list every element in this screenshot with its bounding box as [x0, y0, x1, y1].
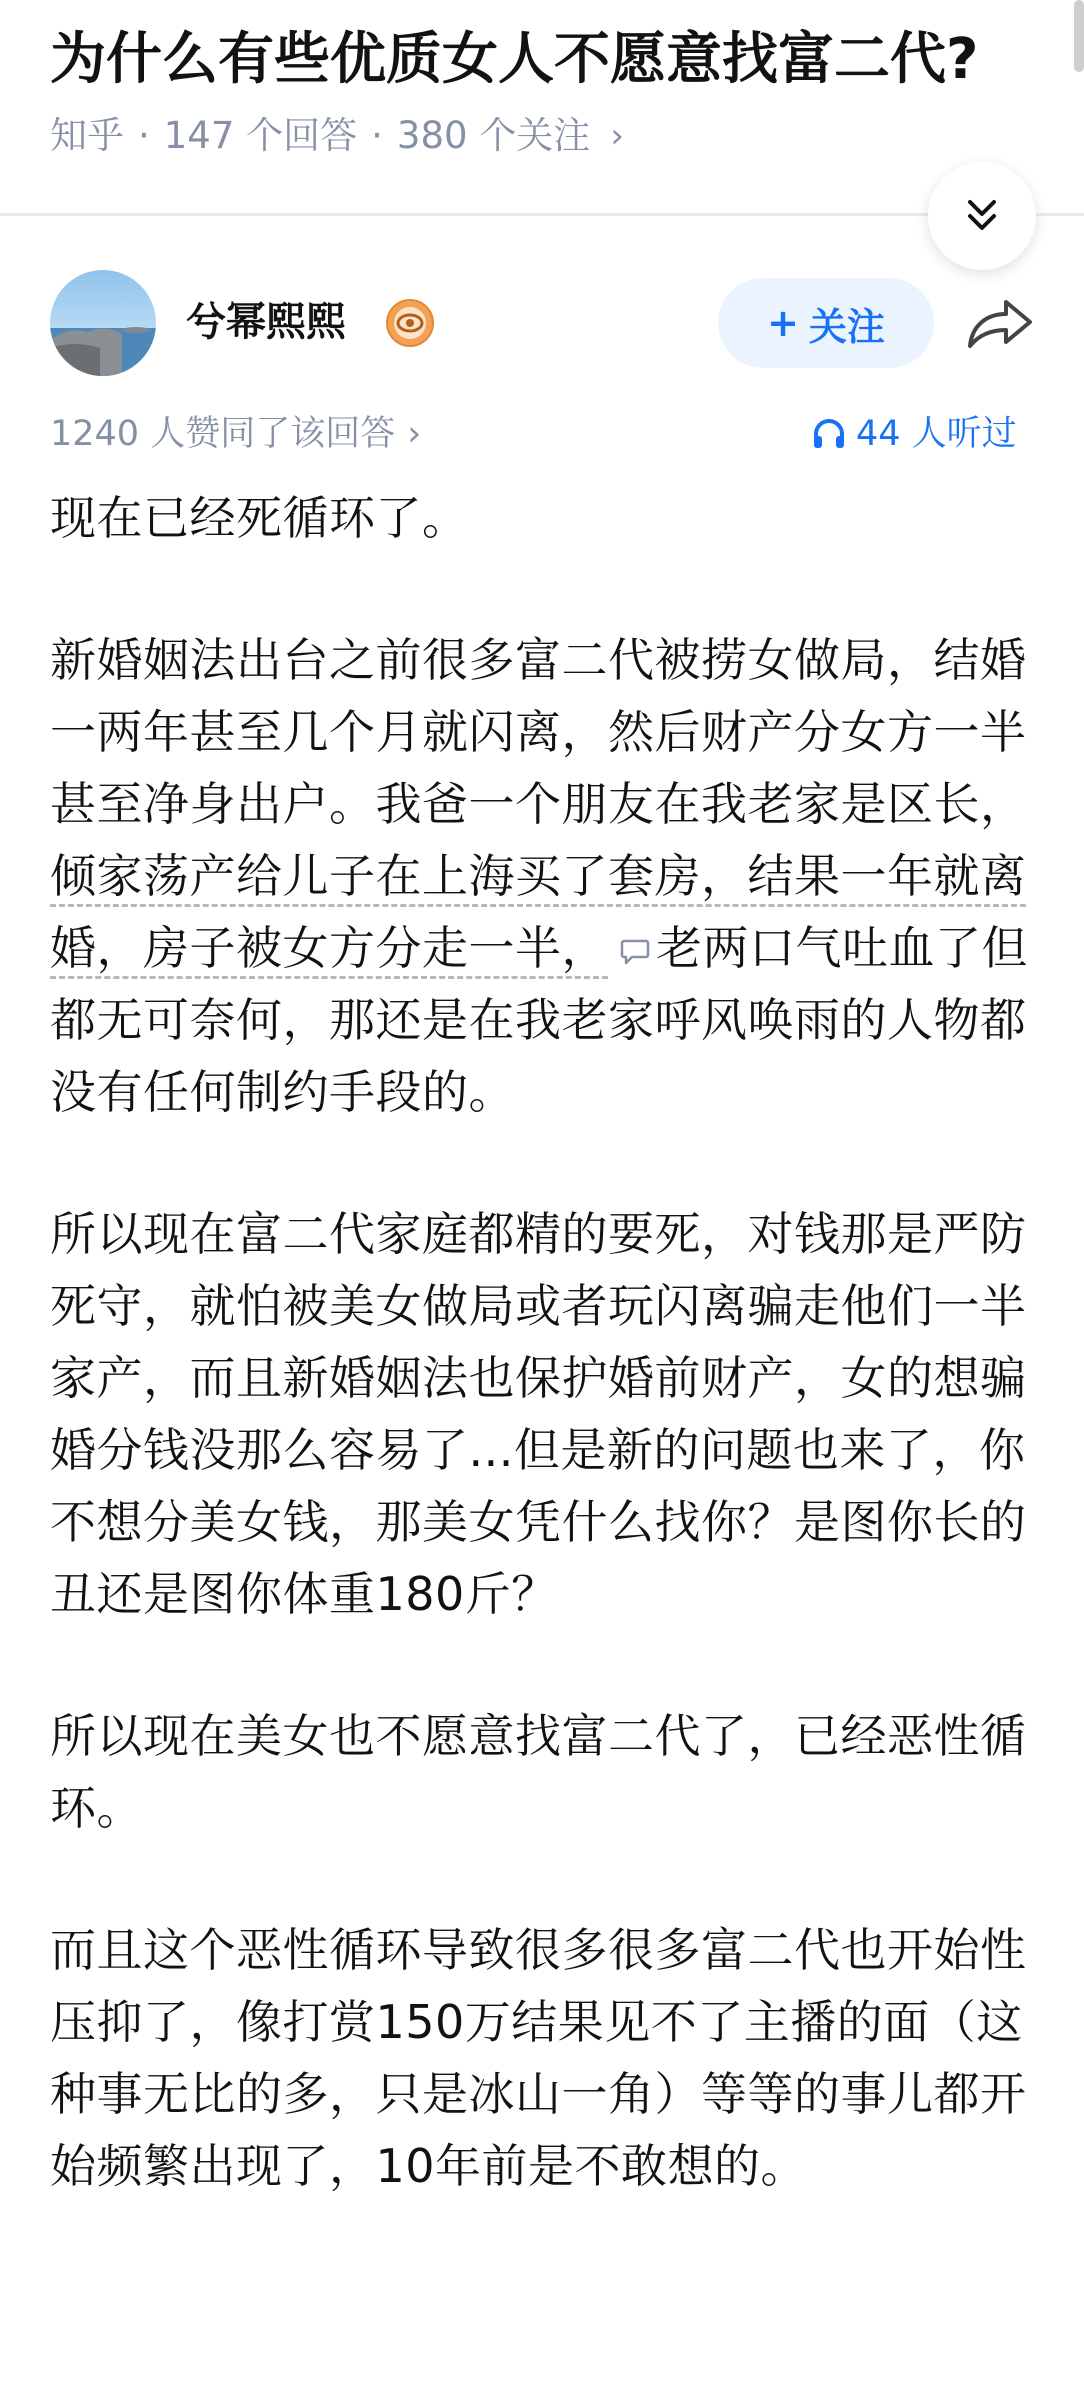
answer-paragraph: 所以现在美女也不愿意找富二代了，已经恶性循环。	[50, 1709, 1027, 1835]
headphones-icon	[812, 417, 846, 451]
share-arrow-icon[interactable]	[964, 292, 1036, 352]
collapse-button[interactable]	[928, 162, 1036, 270]
highlighted-comment-text[interactable]: 倾家荡产给儿子在上海买了套房，结果一年就离婚，房子被女方分走一半，	[50, 849, 1027, 975]
answer-paragraph: 现在已经死循环了。	[50, 491, 469, 545]
avatar[interactable]	[50, 270, 156, 376]
listen-button[interactable]	[812, 408, 1017, 460]
question-meta[interactable]	[50, 110, 624, 162]
plus-icon: +	[767, 301, 799, 345]
eye-badge-icon	[384, 297, 436, 349]
author-name[interactable]: 兮幂熙熙	[186, 299, 346, 345]
question-title[interactable]: 为什么有些优质女人不愿意找富二代?	[50, 27, 979, 92]
listen-count: 44 人听过	[856, 414, 1017, 454]
upvote-count[interactable]	[50, 408, 421, 460]
follow-label: 关注	[808, 304, 885, 349]
answer-paragraph: 而且这个恶性循环导致很多很多富二代也开始性压抑了，像打赏150万结果见不了主播的面（这种事无比的多，只是冰山一角）等等的事儿都开始频繁出现了，10年前是不敢想的。	[50, 1923, 1027, 2193]
answer-text: 老两口气吐血了但都无可奈何，那还是在我老家呼风唤雨的人物都没有任何制约手段的。	[50, 921, 1028, 1119]
question-header	[0, 0, 1084, 216]
followers-count: 380 个关注	[396, 114, 591, 157]
answer-text: 新婚姻法出台之前很多富二代被捞女做局，结婚一两年甚至几个月就闪离，然后财产分女方一半甚至净身出户。我爸一个朋友在我老家是区长，	[50, 633, 1027, 831]
upvote-label: 1240 人赞同了该回答	[50, 414, 396, 454]
scrollbar-thumb[interactable]	[1074, 0, 1084, 72]
follow-button[interactable]	[718, 278, 934, 368]
double-chevron-down-icon	[962, 196, 1002, 236]
answer-paragraph	[50, 624, 1040, 1128]
meta-separator: ·	[371, 114, 383, 157]
answer-paragraph: 所以现在富二代家庭都精的要死，对钱那是严防死守，就怕被美女做局或者玩闪离骗走他们一半家产，而且新婚姻法也保护婚前财产，女的想骗婚分钱没那么容易了...但是新的问题也来了，你不想分美女钱，那美女凭什么找你？是图你长的丑还是图你体重180斤？	[50, 1207, 1027, 1621]
answers-count: 147 个回答	[163, 114, 358, 157]
chevron-right-icon: ›	[610, 116, 624, 156]
source-label: 知乎	[50, 114, 124, 157]
answer-body	[50, 482, 1040, 2202]
chevron-right-icon: ›	[407, 414, 422, 454]
meta-separator: ·	[138, 114, 150, 157]
comment-bubble-icon[interactable]	[620, 938, 650, 966]
